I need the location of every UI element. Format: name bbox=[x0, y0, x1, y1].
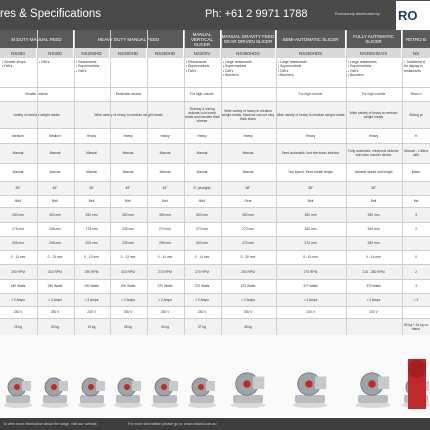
spec-cell: 270 RPM bbox=[158, 269, 172, 274]
slicer-hub bbox=[368, 380, 376, 388]
model-name: NS350HDS bbox=[276, 48, 345, 58]
slicer-carriage bbox=[59, 381, 68, 391]
spec-cell: Manual bbox=[86, 151, 97, 155]
spec-cell: Belt bbox=[125, 199, 131, 203]
spec-cell: Heavy bbox=[86, 133, 97, 138]
column-divider bbox=[74, 30, 75, 335]
slicer-base bbox=[358, 395, 388, 403]
spec-cell: 3 bbox=[415, 284, 417, 288]
spec-cell: 230 V bbox=[50, 310, 60, 314]
spec-cell: 270 RPM bbox=[195, 269, 209, 274]
spec-cell: Manu bbox=[411, 170, 421, 174]
spec-cell: 255 mm bbox=[159, 241, 171, 245]
spec-cell: Manual bbox=[159, 151, 171, 155]
spec-cell: 0 - 14 mm bbox=[157, 255, 173, 259]
spec-cell: 205 mm bbox=[49, 241, 61, 245]
application-item: • Restaurants bbox=[76, 60, 97, 64]
spec-cell: 230 V bbox=[197, 310, 207, 314]
spec-cell: 15 kg bbox=[13, 324, 23, 329]
spec-cell: 260 mm bbox=[304, 227, 317, 231]
slicer-carriage bbox=[206, 381, 215, 391]
application-item: • Deli's bbox=[2, 64, 13, 69]
spec-cell: Belt bbox=[370, 199, 377, 203]
application-item: • Deli's bbox=[186, 68, 197, 73]
column-divider bbox=[37, 30, 38, 335]
spec-cell: 300 Watts bbox=[120, 284, 136, 288]
spec-cell: 205 mm bbox=[49, 227, 61, 231]
page-title: res & Specifications bbox=[0, 8, 101, 20]
slicer-hub bbox=[14, 384, 20, 390]
spec-cell: 28 kg bbox=[123, 324, 133, 329]
application-item: • Large restaurants bbox=[278, 60, 307, 64]
spec-cell: Belt bbox=[88, 199, 95, 203]
spec-cell: 250 Watts bbox=[47, 284, 63, 288]
spec-cell: 200 RPM bbox=[241, 269, 255, 274]
slicer-carriage bbox=[96, 381, 105, 391]
spec-cell: 0 - 13 mm bbox=[120, 255, 136, 259]
spec-cell: 3 bbox=[415, 212, 417, 217]
spec-cell: < 2 Amps bbox=[48, 297, 62, 302]
spec-cell: 350 mm bbox=[304, 212, 317, 217]
spec-cell: 300 mm bbox=[49, 212, 61, 217]
column-divider bbox=[147, 30, 148, 335]
application-list bbox=[404, 60, 430, 73]
spec-cell: < 2 Amps bbox=[121, 297, 135, 302]
spec-cell: H bbox=[414, 133, 418, 138]
application-item: • Butchers bbox=[348, 73, 364, 78]
model-name: NS350HDA/X bbox=[346, 48, 401, 58]
spec-cell: Manual bbox=[86, 170, 97, 174]
spec-cell: Heavy bbox=[243, 133, 253, 138]
spec-cell: 2 bbox=[415, 269, 417, 274]
spec-cell: < 2 Amps bbox=[303, 297, 318, 302]
category-medium-duty: M DUTY MANUAL FEED bbox=[0, 30, 73, 48]
spec-cell: 0 - 14 mm bbox=[303, 255, 318, 259]
application-list bbox=[223, 60, 275, 78]
slicer-illustration bbox=[4, 378, 32, 408]
spec-cell: 300 mm bbox=[196, 212, 208, 217]
brand-logo-text: RO bbox=[398, 8, 418, 23]
column-divider bbox=[221, 30, 222, 335]
category-vertical: MANUAL VERTICAL SLICER bbox=[184, 30, 220, 48]
spec-cell: 300 mm bbox=[196, 241, 208, 245]
column-divider bbox=[402, 30, 403, 335]
slicer-illustration bbox=[231, 373, 266, 408]
spec-cell: 250 mm bbox=[12, 212, 24, 217]
slicer-carriage bbox=[315, 377, 326, 390]
slicer-hub bbox=[88, 384, 94, 390]
spec-cell: 260 mm bbox=[367, 227, 380, 231]
spec-cell: 48 kg bbox=[243, 324, 253, 329]
spec-cell: Smaller volume bbox=[25, 92, 48, 96]
spec-cell: Heavy bbox=[160, 133, 170, 138]
slicer-illustration bbox=[293, 373, 328, 408]
footer-website-text: For more information please go to: www.roband.com.au bbox=[128, 422, 217, 426]
phone-number: Ph: +61 2 9971 1788 bbox=[205, 8, 308, 20]
model-name: NS350HD bbox=[147, 48, 183, 58]
column-divider bbox=[110, 30, 111, 335]
spec-cell: 230 V bbox=[13, 310, 23, 314]
spec-cell: Manual bbox=[122, 151, 134, 155]
spec-cell: Moderate volume bbox=[115, 92, 142, 96]
spec-cell: 230 V bbox=[369, 310, 378, 314]
brand-logo bbox=[396, 1, 430, 31]
spec-cell: 0 - 14 mm bbox=[194, 255, 210, 259]
spec-cell bbox=[346, 318, 401, 335]
spec-cell: 37 kg bbox=[197, 324, 207, 329]
spec-cell: < 2 Amps bbox=[241, 297, 255, 302]
spec-cell: 0 - 13 mm bbox=[10, 255, 26, 259]
spec-cell bbox=[276, 318, 345, 335]
spec-cell: 215 - 280 RPM bbox=[362, 269, 385, 274]
spec-cell: 19 kg bbox=[87, 324, 96, 329]
spec-cell: Belt bbox=[307, 199, 314, 203]
spec-cell: 45° bbox=[125, 186, 131, 190]
slicer-illustration bbox=[356, 373, 391, 408]
category-heavy-duty: HEAVY DUTY MANUAL FEED bbox=[74, 30, 183, 48]
model-name: NS300HD bbox=[110, 48, 146, 58]
spec-cell: 290 RPM bbox=[11, 269, 25, 274]
spec-cell: Heavy bbox=[368, 133, 379, 138]
spec-cell: 270 mm bbox=[196, 227, 208, 231]
spec-cell: 270 mm bbox=[159, 227, 171, 231]
spec-cell: 0 - 13 mm bbox=[47, 255, 63, 259]
spec-cell: 310 RPM bbox=[121, 269, 135, 274]
spec-cell: Wide variety of heavy to medium weight meats. Machine can cut very thick slices bbox=[221, 108, 275, 121]
slicer-hub bbox=[243, 380, 251, 388]
spec-cell: Two speed, three stroke length bbox=[287, 170, 334, 174]
spec-cell: Manual - c fitted with bbox=[404, 149, 428, 157]
application-item: • Supermarkets bbox=[348, 64, 372, 69]
column-divider bbox=[184, 30, 185, 335]
application-item: • Large restaurants bbox=[223, 60, 252, 64]
slicer-hub bbox=[51, 384, 57, 390]
spec-cell: 175 mm bbox=[12, 227, 24, 231]
spec-cell: 30 kg bbox=[50, 324, 60, 329]
slicer-illustration bbox=[78, 378, 106, 408]
slicer-hub bbox=[198, 384, 204, 390]
spec-cell: 0° (straight) bbox=[193, 186, 211, 190]
slicer-illustration bbox=[41, 378, 69, 408]
spec-cell: Variable speed and length bbox=[354, 170, 393, 174]
spec-cell bbox=[402, 236, 430, 250]
spec-cell: Heavy bbox=[123, 133, 133, 138]
spec-cell: Manual bbox=[49, 170, 61, 174]
slicer-illustration bbox=[402, 359, 430, 409]
application-item: • Deli's bbox=[76, 68, 87, 73]
spec-cell: Wide variety of heavy to medium weight meats bbox=[276, 112, 345, 117]
spec-cell: 230 V bbox=[243, 310, 253, 314]
spec-cell: 190 Watts bbox=[84, 284, 99, 288]
spec-cell: 370 Watts bbox=[303, 284, 318, 288]
application-item: • Supermarkets bbox=[223, 64, 247, 69]
application-item: • Restaurants bbox=[186, 60, 207, 64]
spec-cell: Retro b bbox=[410, 92, 422, 96]
spec-cell: 270 mm bbox=[304, 241, 317, 245]
spec-cell: 0 bbox=[415, 255, 417, 259]
spec-cell: 205 mm bbox=[85, 241, 98, 245]
spec-cell: Heavy bbox=[305, 133, 316, 138]
retro-flywheel bbox=[408, 360, 426, 378]
spec-cell: 45° bbox=[89, 186, 94, 190]
spec-cell: For high volume bbox=[361, 92, 386, 96]
model-name: NS250HD bbox=[74, 48, 109, 58]
spec-cell: 230 V bbox=[160, 310, 170, 314]
spec-cell: 370 Watts bbox=[157, 284, 173, 288]
spec-cell: Shaving & slicing delicate cold cured meats and handles thick cheese bbox=[184, 106, 220, 123]
product-images-row bbox=[0, 335, 430, 417]
spec-cell: 230 V bbox=[306, 310, 315, 314]
spec-cell bbox=[221, 87, 275, 101]
slicer-carriage bbox=[378, 377, 389, 390]
footer-left-text: To view more information about the range, visit our website. bbox=[3, 422, 98, 426]
application-item: • Butchers bbox=[278, 73, 294, 78]
spec-cell: 370 Watts bbox=[366, 284, 381, 288]
model-name: NS300V bbox=[184, 48, 220, 58]
spec-cell: 38° bbox=[308, 186, 313, 190]
spec-cell: Manual bbox=[12, 170, 24, 174]
application-item: • Smaller shops bbox=[2, 60, 26, 64]
slicer-hub bbox=[124, 384, 130, 390]
spec-cell: Slicing pr bbox=[409, 112, 423, 117]
slicer-carriage bbox=[253, 377, 264, 390]
spec-cell: 205 mm bbox=[122, 227, 134, 231]
application-item: • Deli's bbox=[348, 68, 359, 73]
spec-cell: 45° bbox=[52, 186, 58, 190]
spec-cell: Manual bbox=[12, 151, 24, 155]
spec-cell: Belt bbox=[52, 199, 58, 203]
spec-cell bbox=[402, 306, 430, 318]
spec-cell: 310 RPM bbox=[48, 269, 62, 274]
spec-cell: 34 kg bbox=[160, 324, 170, 329]
slicer-images bbox=[0, 335, 430, 417]
spec-cell: Manual bbox=[242, 170, 254, 174]
spec-cell: 300 mm bbox=[122, 212, 134, 217]
spec-cell: 350 mm bbox=[159, 212, 171, 217]
spec-cell: 270 RPM bbox=[303, 269, 318, 274]
application-item: • Deli's bbox=[39, 60, 50, 64]
spec-cell: Medium bbox=[12, 133, 24, 138]
spec-cell: 25° bbox=[15, 186, 21, 190]
spec-cell: Ma bbox=[413, 199, 419, 203]
column-divider bbox=[346, 30, 347, 335]
spec-cell: 370 Watts bbox=[194, 284, 210, 288]
spec-cell: Manual bbox=[49, 151, 61, 155]
application-list bbox=[348, 60, 401, 78]
slicer-carriage bbox=[132, 381, 141, 391]
spec-cell: variety of medium weight meats bbox=[13, 112, 60, 117]
spec-cell: Heavy bbox=[197, 133, 207, 138]
application-item: • Traditional sl bbox=[404, 60, 426, 64]
slicer-illustration bbox=[114, 378, 142, 408]
application-item: • Supermarkets bbox=[186, 64, 210, 69]
spec-cell: < 2 Amps bbox=[195, 297, 209, 302]
spec-cell: Manual bbox=[196, 151, 208, 155]
model-name: NS250 bbox=[0, 48, 36, 58]
spec-cell: 250 mm bbox=[85, 212, 98, 217]
spec-cell: 290 RPM bbox=[84, 269, 99, 274]
application-item: restaurants bbox=[404, 68, 421, 73]
spec-cell: Semi-automatic, foot electronic selector bbox=[281, 151, 340, 155]
column-divider bbox=[276, 30, 277, 335]
spec-cell: Manual bbox=[122, 170, 134, 174]
spec-cell: 0 - 13 mm bbox=[84, 255, 99, 259]
spec-cell: 270 mm bbox=[242, 227, 254, 231]
spec-cell: < 2 Amps bbox=[366, 297, 381, 302]
application-item: • Large restaurants bbox=[348, 60, 377, 64]
category-retro: RETRO B bbox=[402, 30, 430, 48]
footer-bar bbox=[0, 418, 430, 430]
spec-cell: Fully automatic, electronic selector with slice counter device bbox=[348, 149, 399, 157]
distributor-label: Exclusively distributed by: bbox=[335, 11, 381, 16]
spec-cell: < 2 bbox=[413, 297, 419, 302]
model-name: NS350HDG bbox=[221, 48, 275, 58]
spec-cell: < 2 Amps bbox=[158, 297, 172, 302]
spec-cell: 270 mm bbox=[242, 241, 254, 245]
spec-cell: 2 bbox=[415, 227, 417, 231]
slicer-illustration bbox=[151, 378, 179, 408]
slicer-carriage bbox=[169, 381, 178, 391]
application-item: • Supermarkets bbox=[76, 64, 100, 69]
spec-cell: Manual bbox=[159, 170, 171, 174]
spec-cell: 38° bbox=[371, 186, 376, 190]
application-list bbox=[186, 60, 220, 73]
category-semi-auto: SEMI-AUTOMATIC SLICER bbox=[276, 30, 345, 48]
spec-cell: Wide variety of heavy to medium weight meats bbox=[94, 112, 163, 117]
application-list bbox=[278, 60, 345, 78]
spec-cell: Manual bbox=[242, 151, 254, 155]
spec-cell: 350 mm bbox=[242, 212, 254, 217]
spec-cell: For high volume bbox=[298, 92, 323, 96]
spec-cell: Belt bbox=[15, 199, 21, 203]
spec-cell: For high volume bbox=[190, 92, 214, 96]
spec-cell: Gear bbox=[244, 199, 252, 203]
header-bar bbox=[0, 0, 430, 30]
spec-cell: Manual bbox=[196, 170, 208, 174]
application-item: • Deli's bbox=[223, 68, 234, 73]
application-item: • Supermarkets bbox=[278, 64, 302, 69]
spec-cell: 370 Watts bbox=[240, 284, 256, 288]
category-gravity: MANUAL GRAVITY FEED GEAR DRIVEN SLICER bbox=[221, 30, 275, 48]
spec-cell: 230 V bbox=[123, 310, 133, 314]
slicer-base bbox=[233, 395, 263, 403]
application-list bbox=[39, 60, 73, 64]
spec-cell: 175 mm bbox=[85, 227, 98, 231]
spec-cell: Wide variety of heavy to medium weight meats bbox=[349, 110, 398, 119]
spec-cell: 230 V bbox=[87, 310, 96, 314]
slicer-carriage bbox=[22, 381, 31, 391]
slicer-hub bbox=[305, 380, 313, 388]
model-name: NS bbox=[402, 48, 430, 58]
spec-cell: 45 kg + 54 kg on stand bbox=[403, 322, 429, 331]
model-name: NS300 bbox=[37, 48, 73, 58]
spec-cell: 350 mm bbox=[367, 212, 380, 217]
spec-cell: < 2 Amps bbox=[84, 297, 99, 302]
spec-cell bbox=[402, 181, 430, 195]
spec-cell: Belt bbox=[162, 199, 168, 203]
spec-cell: 45° bbox=[162, 186, 168, 190]
spec-cell: 180 Watts bbox=[10, 284, 26, 288]
spec-cell: Belt bbox=[199, 199, 205, 203]
spec-cell: 280 mm bbox=[367, 241, 380, 245]
spec-cell: 205 mm bbox=[122, 241, 134, 245]
application-item: • Deli's bbox=[278, 68, 289, 73]
spec-cell: 0 - 14 mm bbox=[366, 255, 381, 259]
slicer-base bbox=[295, 395, 325, 403]
category-fully-auto: FULLY AUTOMATIC SLICER bbox=[346, 30, 401, 48]
application-list bbox=[76, 60, 109, 73]
spec-cell: Medium bbox=[49, 133, 61, 138]
spec-cell: 38° bbox=[245, 186, 251, 190]
spec-cell: 0 - 30 mm bbox=[240, 255, 256, 259]
slicer-hub bbox=[161, 384, 167, 390]
slicer-illustration bbox=[188, 378, 216, 408]
application-item: • Butchers bbox=[223, 73, 239, 78]
application-item: for display in bbox=[404, 64, 424, 69]
spec-cell: 205 mm bbox=[12, 241, 24, 245]
spec-cell: < 2 Amps bbox=[11, 297, 25, 302]
application-list bbox=[2, 60, 36, 69]
